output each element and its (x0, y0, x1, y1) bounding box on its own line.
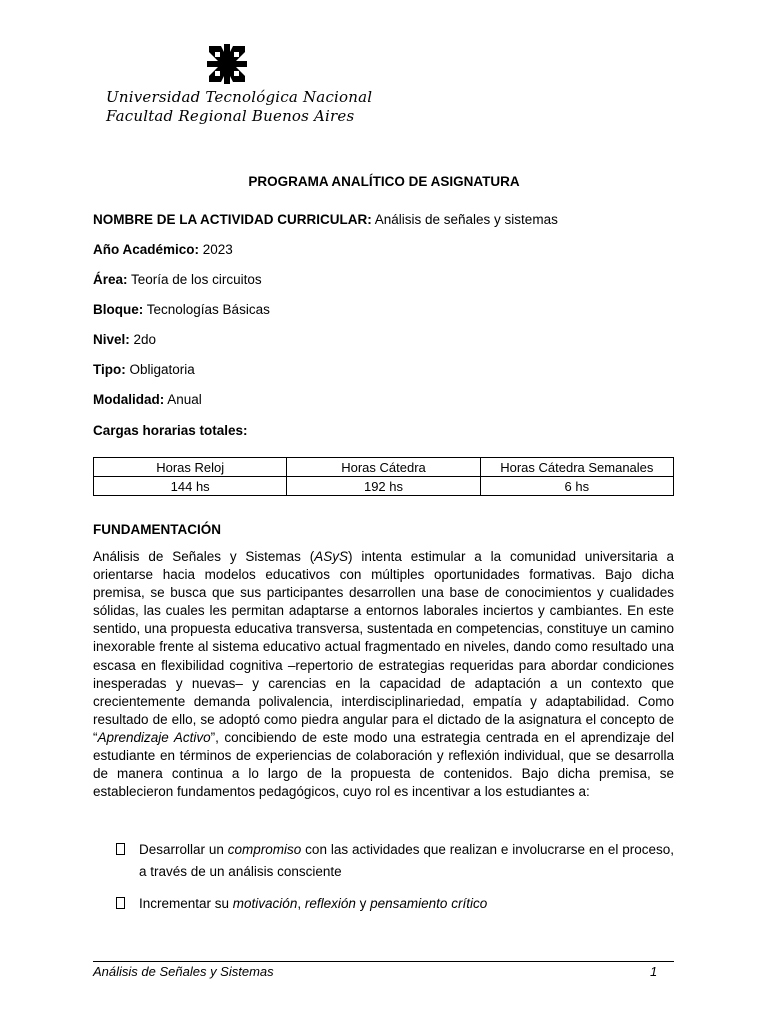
paragraph-text: ) intenta estimular a la comunidad universitaria a orientarse hacia modelos educativos con múltiples oportunidades formativas. Bajo dicha premisa, se busca que sus participantes desarrollen una base de conocimientos y cualidades sólidas, las cuales les permitan adaptarse a entornos laborales inciertos y cambiantes. En este sentido, una propuesta educativa transversa, sustentada en competencias, constituye un camino inexorable frente al sistema educativo actual fragmentado en niveles, dando como resultado una escasa en flexibilidad cognitiva –repertorio de estrategias requeridas para abordar condiciones inesperadas y nuevas– y carencias en la capacidad de adaptación a un contexto que crecientemente demanda polivalencia, interdisciplinariedad, empatía y adaptabilidad. Como resultado de ello, se adoptó como piedra angular para el dictado de la asignatura el concepto de “ (93, 549, 674, 745)
table-cell: 192 hs (287, 477, 480, 496)
list-item-text-part: y (355, 896, 371, 911)
table-header-cell: Horas Cátedra (287, 458, 480, 477)
table-header-row (94, 458, 674, 477)
field-block (93, 302, 270, 317)
list-item-text-part: Incrementar su (139, 896, 233, 911)
list-item (116, 893, 674, 915)
field-modality (93, 392, 202, 407)
field-value: Anual (164, 392, 202, 407)
field-total-hours (93, 423, 248, 438)
field-label: Cargas horarias totales: (93, 423, 248, 438)
list-item-text (139, 839, 674, 883)
field-area (93, 272, 262, 287)
institution-line-2: Facultad Regional Buenos Aires (106, 107, 355, 125)
section-title: FUNDAMENTACIÓN (93, 522, 221, 537)
field-type (93, 362, 195, 377)
field-label: Área: (93, 272, 128, 287)
institution-line-1: Universidad Tecnológica Nacional (106, 88, 373, 106)
document-title: PROGRAMA ANALÍTICO DE ASIGNATURA (248, 174, 520, 189)
field-value: Tecnologías Básicas (143, 302, 270, 317)
table-row (94, 477, 674, 496)
footer-page-number: 1 (650, 964, 658, 979)
field-value: Obligatoria (125, 362, 195, 377)
table-header-cell: Horas Cátedra Semanales (480, 458, 673, 477)
field-label: NOMBRE DE LA ACTIVIDAD CURRICULAR: (93, 212, 372, 227)
field-label: Bloque: (93, 302, 144, 317)
field-label: Año Académico: (93, 242, 200, 257)
field-value: 2023 (199, 242, 233, 257)
table-cell: 144 hs (94, 477, 287, 496)
table-header-cell: Horas Reloj (94, 458, 287, 477)
paragraph-text: ”, concibiendo de este modo una estrategia centrada en el aprendizaje del estudiante en términos de experiencias de colaboración y reflexión individual, que se desarrolla de manera continua a lo largo de la propuesta de contenidos. Bajo dicha premisa, se establecieron fundamentos pedagógicos, cuyo rol es incentivar a los estudiantes a: (93, 729, 674, 800)
list-item-italic-text: motivación (232, 896, 298, 911)
table-cell: 6 hs (480, 477, 673, 496)
field-label: Nivel: (93, 332, 130, 347)
field-value: 2do (129, 332, 157, 347)
list-item-text-part: , (297, 896, 305, 911)
list-item-italic-text: compromiso (227, 842, 302, 857)
hours-table (93, 457, 674, 496)
paragraph-text: Análisis de Señales y Sistemas ( (93, 549, 315, 564)
list-item-text-part: Desarrollar un (139, 842, 228, 857)
field-value: Análisis de señales y sistemas (371, 212, 558, 227)
list-item-text-part: con las actividades que realizan e involucrarse en el proceso, a través de un análisis consciente (139, 842, 674, 879)
utn-logo-icon (207, 44, 247, 84)
field-academic-year (93, 242, 233, 257)
field-activity-name (93, 212, 558, 227)
list-item (116, 839, 674, 883)
field-label: Modalidad: (93, 392, 165, 407)
field-value: Teoría de los circuitos (127, 272, 262, 287)
footer-divider (93, 961, 674, 962)
paragraph-italic-text: ASyS (314, 549, 349, 564)
footer-course-name: Análisis de Señales y Sistemas (93, 964, 274, 979)
list-item-italic-text: pensamiento crítico (370, 896, 488, 911)
fundamentacion-paragraph (93, 548, 674, 801)
institution-name (106, 88, 372, 126)
field-label: Tipo: (93, 362, 126, 377)
list-item-italic-text: reflexión (304, 896, 356, 911)
bullet-box-icon (116, 897, 125, 909)
list-item-text (139, 893, 674, 915)
field-level (93, 332, 156, 347)
paragraph-italic-text: Aprendizaje Activo (97, 729, 211, 745)
bullet-box-icon (116, 843, 125, 855)
